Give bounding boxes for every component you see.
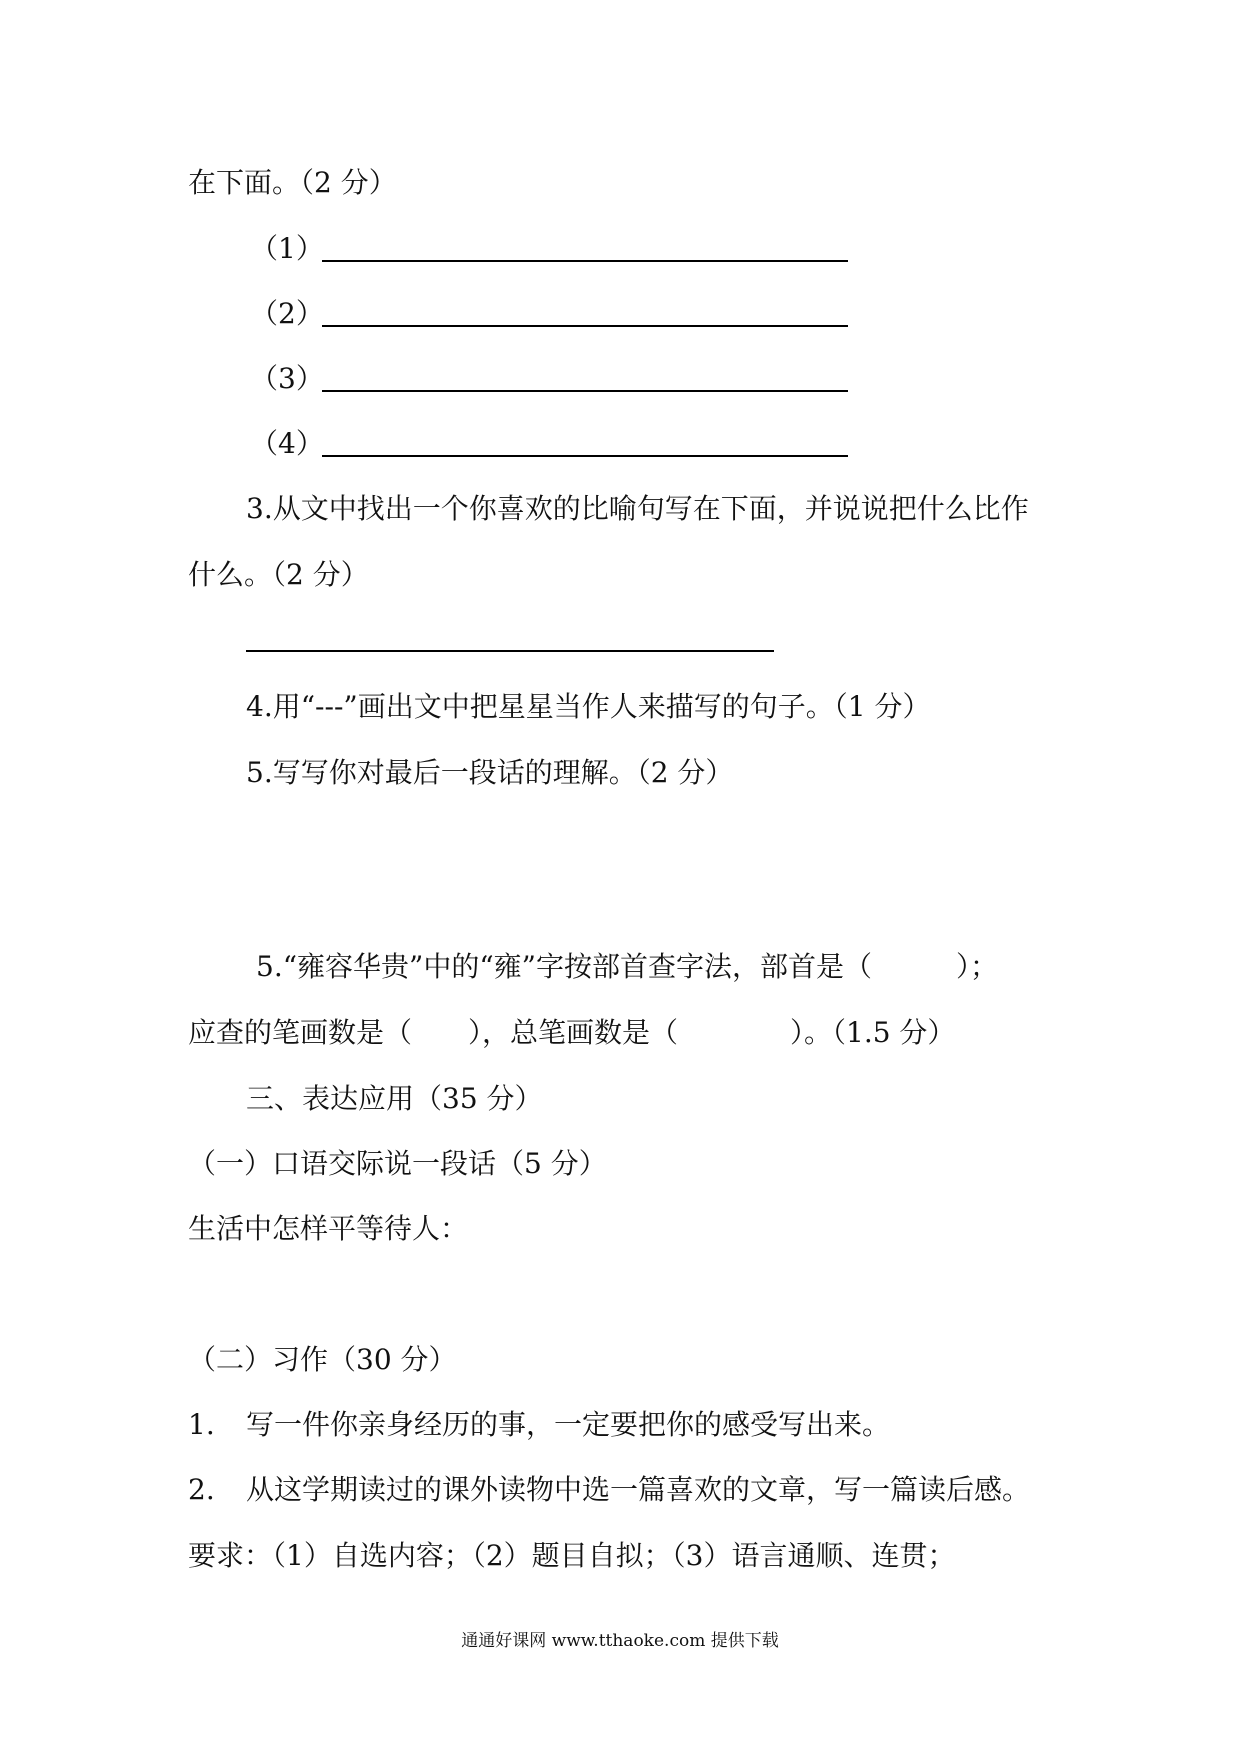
blank-label-1: （1） bbox=[250, 232, 324, 265]
footer-credit: 通通好课网 www.tthaoke.com 提供下载 bbox=[461, 1631, 779, 1651]
q5b-line2: 应查的笔画数是（ ），总笔画数是（ ）。（1.5 分） bbox=[188, 1016, 956, 1049]
q2-tail: 在下面。（2 分） bbox=[188, 166, 397, 199]
essay-option2-number: 2. bbox=[188, 1473, 215, 1506]
essay-requirements: 要求：（1）自选内容；（2）题目自拟；（3）语言通顺、连贯； bbox=[188, 1539, 956, 1572]
answer-line-3[interactable] bbox=[322, 390, 848, 392]
blank-label-4: （4） bbox=[250, 427, 324, 460]
section3-title: 三、表达应用（35 分） bbox=[246, 1082, 543, 1115]
answer-line-4[interactable] bbox=[322, 455, 848, 457]
essay-option1-text: 写一件你亲身经历的事，一定要把你的感受写出来。 bbox=[246, 1408, 891, 1441]
blank-label-2: （2） bbox=[250, 297, 324, 330]
section3-part1-title: （一）口语交际说一段话（5 分） bbox=[188, 1147, 607, 1180]
answer-line-1[interactable] bbox=[322, 260, 848, 262]
blank-label-3: （3） bbox=[250, 362, 324, 395]
section3-part1-prompt: 生活中怎样平等待人： bbox=[188, 1212, 469, 1245]
q5b-line1: 5.“雍容华贵”中的“雍”字按部首查字法，部首是（ ）； bbox=[256, 950, 998, 983]
q3-answer-line[interactable] bbox=[246, 650, 774, 652]
q4-text: 4.用“---”画出文中把星星当作人来描写的句子。（1 分） bbox=[246, 690, 931, 723]
q5a-text: 5.写写你对最后一段话的理解。（2 分） bbox=[246, 756, 734, 789]
essay-option2-text: 从这学期读过的课外读物中选一篇喜欢的文章，写一篇读后感。 bbox=[246, 1473, 1031, 1506]
q3-line2: 什么。（2 分） bbox=[188, 558, 369, 591]
q3-line1: 3.从文中找出一个你喜欢的比喻句写在下面，并说说把什么比作 bbox=[246, 492, 1029, 525]
section3-part2-title: （二）习作（30 分） bbox=[188, 1343, 457, 1376]
answer-line-2[interactable] bbox=[322, 325, 848, 327]
essay-option1-number: 1. bbox=[188, 1408, 215, 1441]
